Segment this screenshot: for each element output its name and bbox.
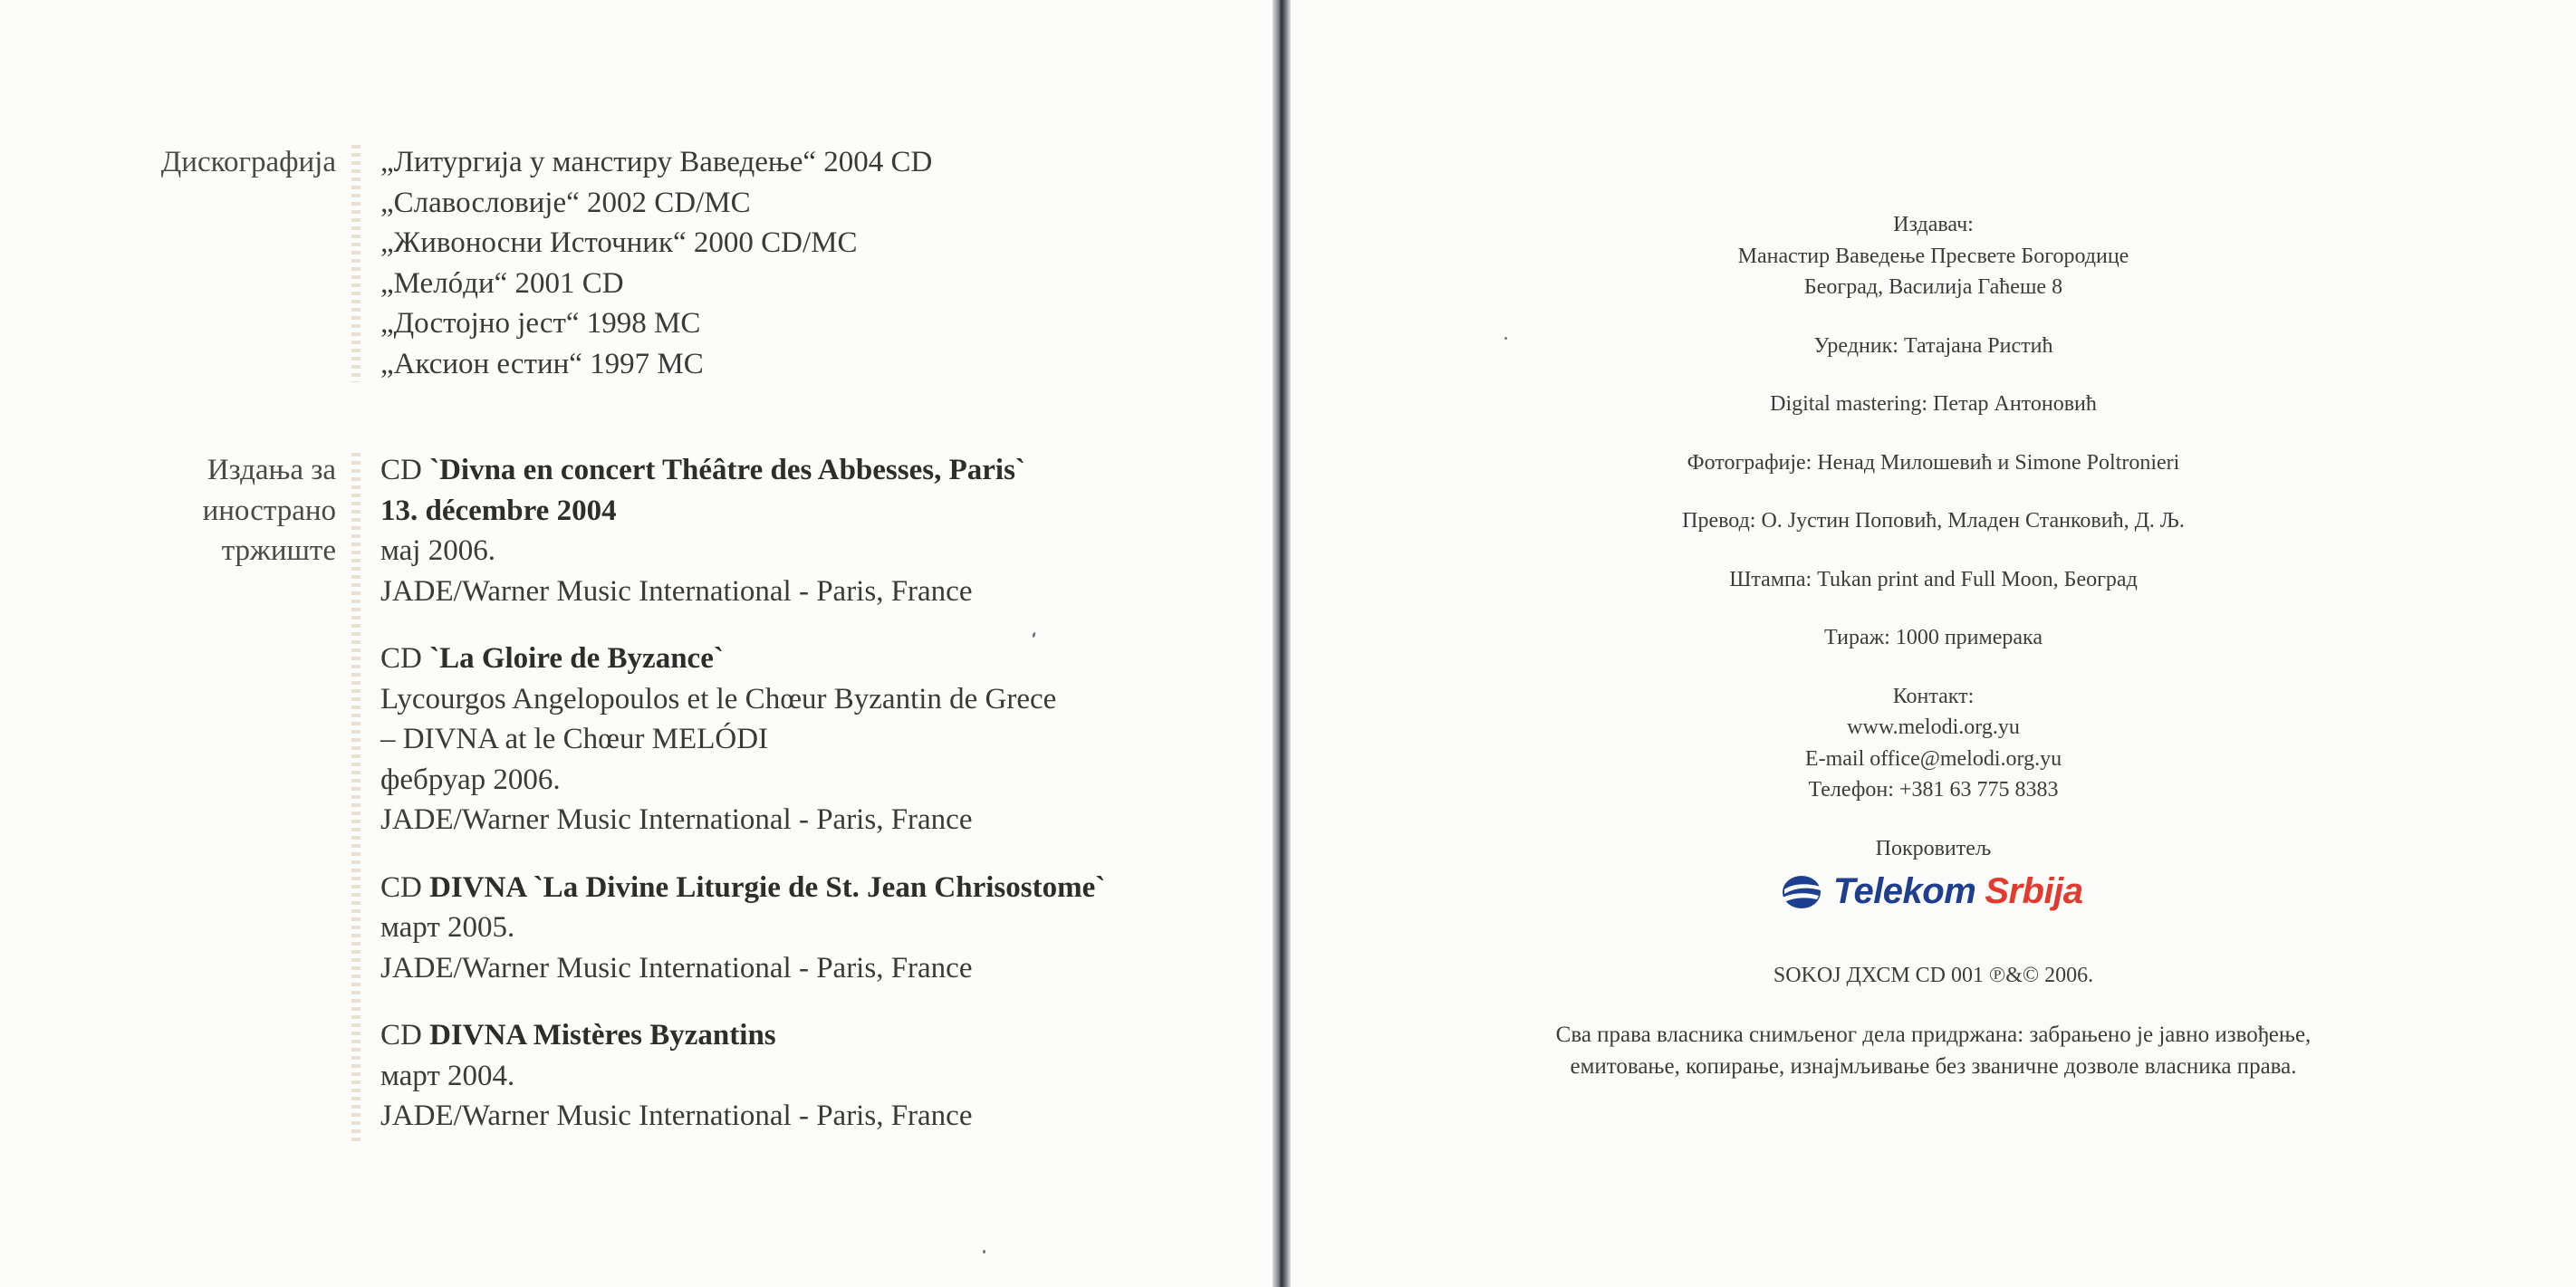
foreign-releases-list [380, 450, 1105, 1137]
release-artist: – DIVNA at le Chœur MELÓDI [380, 723, 769, 755]
discography-label: Дискографија [160, 146, 336, 178]
decorative-divider [351, 453, 360, 1141]
release-label: JADE/Warner Music International - Paris, France [380, 1100, 973, 1132]
release-artist: Lycourgos Angelopoulos et le Chœur Byzantin de Grece [380, 682, 1057, 716]
release-date: 13. décembre 2004 [380, 494, 617, 527]
release-month: март 2004. [380, 1059, 515, 1092]
release-title: DIVNA Mistères Byzantins [429, 1019, 776, 1052]
release-label: JADE/Warner Music International - Paris, France [380, 574, 973, 608]
book-spine [1273, 0, 1291, 1287]
foreign-releases-label: Издања за инострано тржиште [202, 454, 336, 567]
right-page-imprint [1291, 0, 2576, 1287]
scan-speck [1504, 337, 1507, 340]
imprint-block [1291, 209, 2576, 864]
rights-notice: Сва права власника снимљеног дела придржана: забрањено је јавно извођење, емитовање, копирање, изнајмљивање без званичне дозволе власника права. [1555, 1023, 2312, 1079]
release-item: CD DIVNA `La Divine Liturgie de St. Jean Chrisostome` март 2005. JADE/Warner Music International - Paris, France [380, 868, 1105, 989]
email-address: E-mail office@melodi.org.yu [1804, 746, 2062, 771]
translation-credit: Превод: О. Јустин Поповић, Младен Станковић, Д. Љ. [1682, 509, 2185, 533]
decorative-divider [351, 145, 360, 382]
discography-entry: „Достојно јест“ 1998 MC [380, 307, 701, 340]
publisher: Издавач: Манастир Ваведење Пресвете Богородице Београд, Василија Гаћеше 8 [1737, 213, 2129, 299]
website-link: www.melodi.org.yu [1847, 716, 2020, 739]
release-title: `La Gloire de Byzance` [429, 642, 724, 675]
discography-entry: „Славословије“ 2002 CD/MC [380, 186, 751, 219]
photos-credit: Фотографије: Ненад Милошевић и Simone Poltronieri [1687, 450, 2180, 475]
phone-number: Телефон: +381 63 775 8383 [1808, 778, 2059, 802]
release-item: CD DIVNA Mistères Byzantins март 2004. JADE/Warner Music International - Paris, France [380, 1015, 1105, 1137]
left-page-discography [0, 0, 1273, 1287]
release-item: CD `La Gloire de Byzance` Lycourgos Angelopoulos et le Chœur Byzantin de Grece – DIVNA at le Chœur MELÓDI фебруар 2006. JADE/Warner Music International - Paris, France [380, 639, 1105, 840]
release-item: CD `Divna en concert Théâtre des Abbesses, Paris` 13. décembre 2004 мај 2006. JADE/Warner Music International - Paris, France [380, 450, 1105, 611]
logo-word-srbija: Srbija [1985, 871, 2083, 911]
circulation: Тираж: 1000 примерака [1824, 626, 2043, 649]
contact-block: Контакт: www.melodi.org.yu E-mail office@melodi.org.yu Телефон: +381 63 775 8383 [1291, 681, 2576, 806]
release-month: март 2005. [380, 911, 515, 944]
release-title: DIVNA `La Divine Liturgie de St. Jean Chrisostome` [429, 870, 1106, 904]
discography-entry: „Литургија у манстиру Ваведење“ 2004 CD [380, 146, 933, 178]
release-title: `Divna en concert Théâtre des Abbesses, Paris` [429, 454, 1025, 486]
print-credit: Штампа: Tukan print and Full Moon, Београд [1729, 567, 2138, 591]
logo-word-telekom: Telekom [1833, 871, 1976, 911]
release-label: JADE/Warner Music International - Paris, France [380, 951, 973, 984]
discography-entry: „Аксион естин“ 1997 MC [380, 347, 704, 380]
mastering-credit: Digital mastering: Петар Антоновић [1770, 392, 2097, 416]
telekom-srbija-logo [1781, 871, 2082, 912]
release-month: мај 2006. [380, 534, 495, 567]
scan-speck [983, 1250, 985, 1253]
release-label: JADE/Warner Music International - Paris, France [380, 803, 973, 836]
discography-list [380, 142, 932, 384]
discography-entry: „Мелóди“ 2001 CD [380, 266, 624, 300]
editor: Уредник: Татајана Ристић [1813, 333, 2053, 358]
telekom-swoosh-icon [1781, 874, 1822, 910]
sponsor-label: Покровитељ [1875, 836, 1992, 860]
discography-entry: „Живоносни Источник“ 2000 CD/MC [380, 226, 858, 259]
catalog-number: SOKOJ ДХСМ CD 001 ℗&© 2006. [1773, 964, 2094, 987]
release-month: фебруар 2006. [380, 763, 561, 796]
catalog-block [1291, 960, 2576, 992]
